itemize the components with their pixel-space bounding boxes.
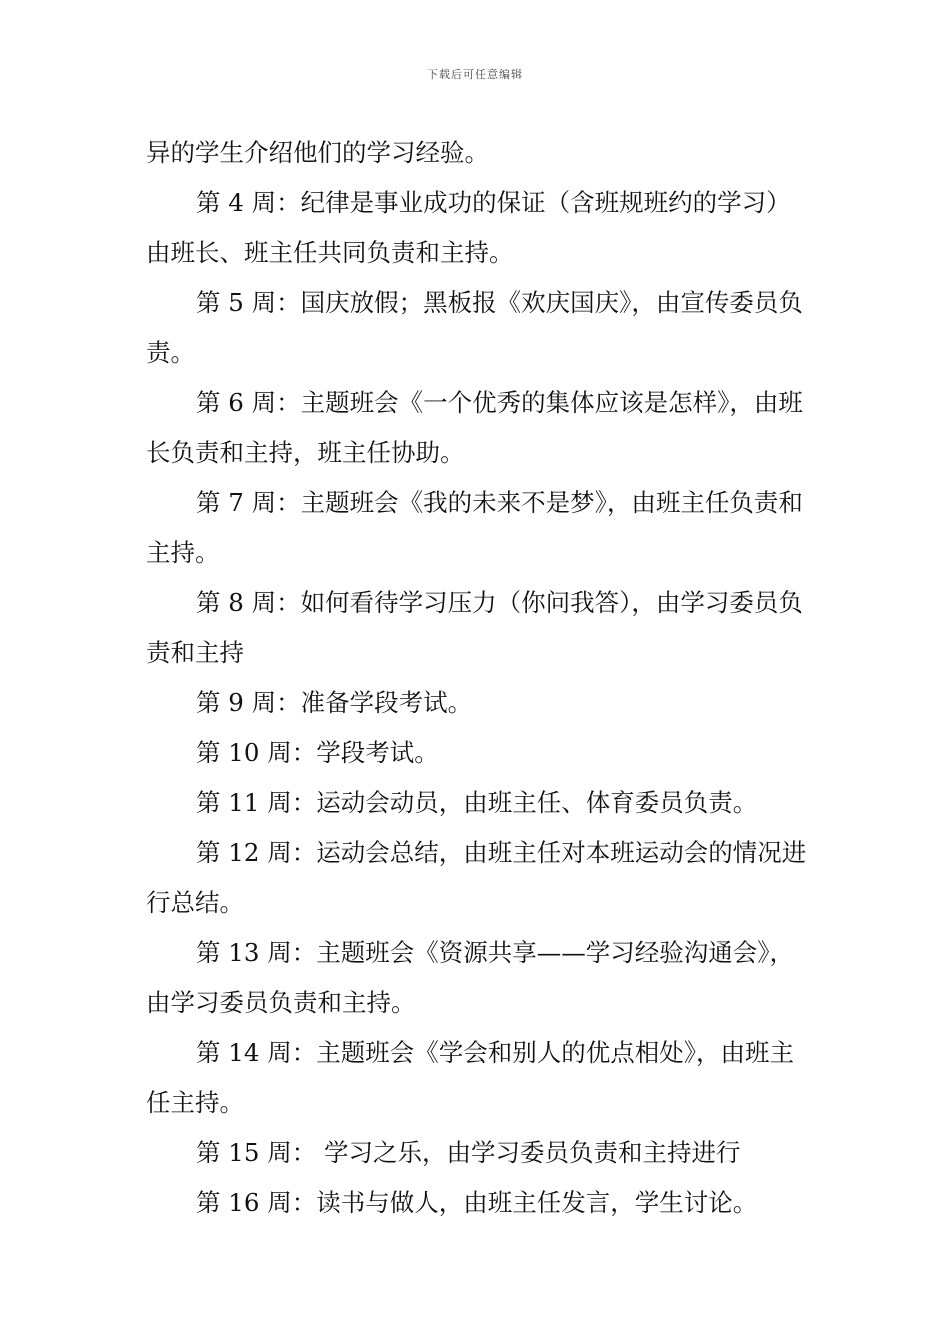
paragraph-week-14: 第 14 周：主题班会《学会和别人的优点相处》，由班主任主持。 — [146, 1038, 794, 1117]
paragraph-week-10: 第 10 周：学段考试。 — [196, 738, 439, 767]
paragraph-week-16: 第 16 周：读书与做人，由班主任发言，学生讨论。 — [196, 1188, 758, 1217]
paragraph-week-7: 第 7 周：主题班会《我的未来不是梦》，由班主任负责和主持。 — [146, 488, 803, 567]
paragraph-week-6: 第 6 周：主题班会《一个优秀的集体应该是怎样》，由班长负责和主持，班主任协助。 — [146, 388, 803, 467]
paragraph-week-11: 第 11 周：运动会动员，由班主任、体育委员负责。 — [196, 788, 758, 817]
paragraph-week-8: 第 8 周：如何看待学习压力（你问我答），由学习委员负责和主持 — [146, 588, 803, 667]
paragraph-week-4: 第 4 周：纪律是事业成功的保证（含班规班约的学习）由班长、班主任共同负责和主持。 — [146, 188, 791, 267]
paragraph-week-15: 第 15 周： 学习之乐，由学习委员负责和主持进行 — [196, 1138, 741, 1167]
paragraph-week-9: 第 9 周：准备学段考试。 — [196, 688, 473, 717]
paragraph-week-12: 第 12 周：运动会总结，由班主任对本班运动会的情况进行总结。 — [146, 838, 807, 917]
document-body — [146, 128, 814, 1228]
page-header: 下载后可任意编辑 — [427, 68, 523, 81]
paragraph-week-5: 第 5 周：国庆放假；黑板报《欢庆国庆》，由宣传委员负责。 — [146, 288, 803, 367]
paragraph-continuation: 异的学生介绍他们的学习经验。 — [146, 138, 489, 167]
paragraph-week-13: 第 13 周：主题班会《资源共享——学习经验沟通会》，由学习委员负责和主持。 — [146, 938, 794, 1017]
